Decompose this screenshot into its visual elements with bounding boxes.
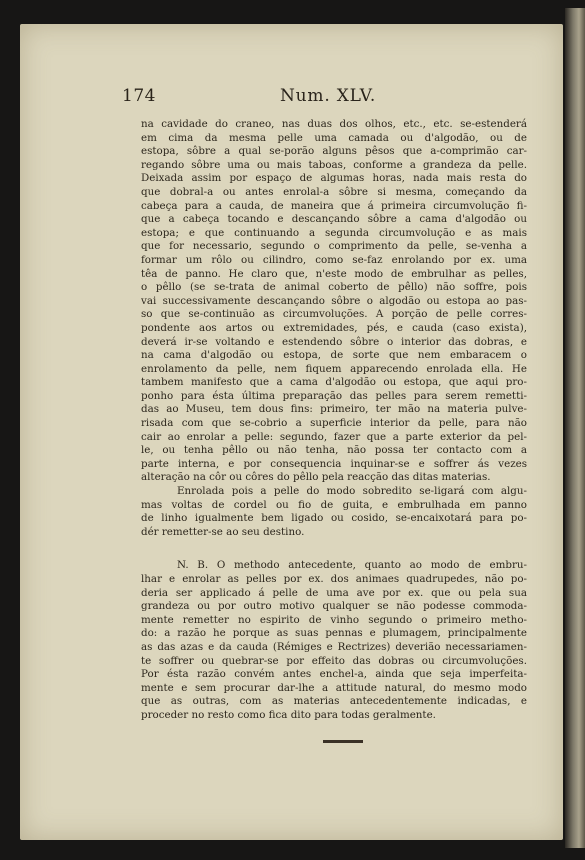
text-line: enrolamento da pelle, nem fiquem apparecendo enrolada ella. He (141, 362, 527, 375)
text-line: N. B. O methodo antecedente, quanto ao modo de embru- (177, 559, 527, 572)
text-line: parte interna, e por consequencia inquinar-se e soffrer ás vezes (141, 457, 527, 470)
text-line: lhar e enrolar as pelles por ex. dos animaes quadrupedes, não po- (141, 573, 527, 585)
page-number: 174 (122, 86, 156, 106)
text-line: que for necessario, segundo o comprimento da pelle, se-venha a (141, 240, 527, 253)
text-line: so que se-continuão as circumvoluções. A porção de pelle corres- (141, 308, 527, 321)
text-line: que dobral-a ou antes enrolal-a sôbre si mesma, começando da (141, 185, 527, 198)
text-line: de linho igualmente bem ligado ou cosido, se-encaixotará para po- (141, 512, 527, 525)
paragraph-nota-bene (141, 559, 527, 722)
text-line: em cima da mesma pelle uma camada ou d'algodão, ou de (141, 131, 527, 144)
text-line: na cavidade do craneo, nas duas dos olhos, etc., etc. se-estenderá (141, 118, 527, 130)
text-line: as das azas e da cauda (Rémiges e Rectrizes) deverião necessariamen- (141, 640, 527, 653)
text-line: tambem manifesto que a cama d'algodão ou estopa, que aqui pro- (141, 376, 527, 389)
text-line: cabeça para a cauda, de maneira que á primeira circumvolução fi- (141, 199, 527, 212)
text-line: te soffrer ou quebrar-se por effeito das dobras ou circumvoluções. (141, 654, 527, 667)
text-line: formar um rôlo ou cilindro, como se-faz enrolando por ex. uma (141, 253, 527, 266)
text-line: vai successivamente descançando sôbre o algodão ou estopa ao pas- (141, 294, 527, 307)
text-line: Deixada assim por espaço de algumas horas, nada mais resta do (141, 172, 527, 185)
body-text (141, 118, 527, 723)
text-line: estopa, sôbre a qual se-porão alguns pêsos que a-comprimão car- (141, 145, 527, 158)
text-line: que as outras, com as materias antecedentemente indicadas, e (141, 695, 527, 708)
book-spine-edge (565, 8, 585, 848)
text-line: ponho para ésta última preparação das pelles para serem remetti- (141, 389, 527, 402)
text-line: mente e sem procurar dar-lhe a attitude natural, do mesmo modo (141, 681, 527, 694)
text-line: dér remetter-se ao seu destino. (141, 525, 305, 538)
text-line: do: a razão he porque as suas pennas e plumagem, principalmente (141, 627, 527, 640)
text-line: têa de panno. He claro que, n'este modo de embrulhar as pelles, (141, 267, 527, 280)
text-line: Por ésta razão convém antes enchel-a, ainda que seja imperfeita- (141, 668, 527, 681)
text-line: deverá ir-se voltando e estendendo sôbre o interior das dobras, e (141, 335, 527, 348)
end-ornament-rule (323, 740, 363, 743)
text-line: pondente aos artos ou extremidades, pés, e cauda (caso exista), (141, 321, 527, 334)
paragraph-2 (141, 485, 527, 539)
text-line: estopa; e que continuando a segunda circumvolução e as mais (141, 226, 527, 239)
text-line: das ao Museu, tem dous fins: primeiro, ter mão na materia pulve- (141, 403, 527, 416)
page-header (122, 86, 502, 112)
text-line: mas voltas de cordel ou fio de guita, e embrulhada em panno (141, 498, 527, 511)
text-line: risada com que se-cobrio a superficie interior da pelle, para não (141, 417, 527, 430)
running-title: Num. XLV. (280, 86, 377, 106)
text-line: proceder no resto como fica dito para todas geralmente. (141, 708, 436, 721)
text-line: que a cabeça tocando e descançando sôbre a cama d'algodão ou (141, 213, 527, 226)
text-line: o pêllo (se se-trata de animal coberto de pêllo) não soffre, pois (141, 281, 527, 294)
text-line: le, ou tenha pêllo ou não tenha, não possa ter contacto com a (141, 444, 527, 457)
text-line: regando sôbre uma ou mais taboas, conforme a grandeza da pelle. (141, 158, 527, 171)
text-line: Enrolada pois a pelle do modo sobredito se-ligará com algu- (177, 485, 527, 498)
text-line: deria ser applicado á pelle de uma ave por ex. que ou pela sua (141, 586, 527, 599)
paragraph-1 (141, 118, 527, 485)
text-line: mente remetter no espirito de vinho segundo o primeiro metho- (141, 613, 527, 626)
text-line: alteração na côr ou côres do pêllo pela reacção das ditas materias. (141, 471, 491, 484)
text-line: na cama d'algodão ou estopa, de sorte que nem embaracem o (141, 349, 527, 362)
text-line: grandeza ou por outro motivo qualquer se não podesse commoda- (141, 600, 527, 613)
text-line: cair ao enrolar a pelle: segundo, fazer que a parte exterior da pel- (141, 430, 527, 443)
